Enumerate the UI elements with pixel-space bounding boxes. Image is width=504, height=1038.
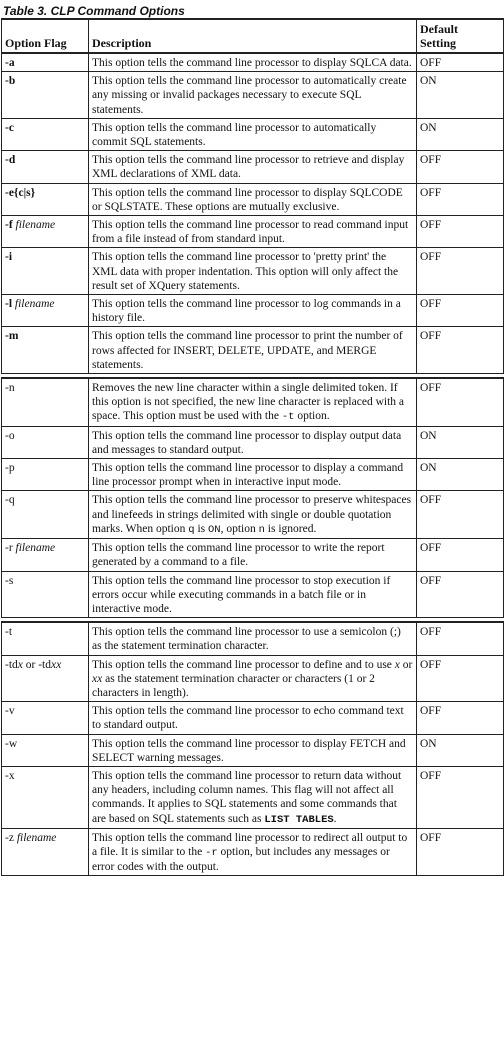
default-setting: OFF	[417, 571, 504, 618]
option-flag: -z filename	[2, 828, 89, 876]
option-flag: -f filename	[2, 216, 89, 248]
option-description: This option tells the command line processor to retrieve and display XML declarations of XML data.	[89, 151, 417, 183]
table-row	[2, 53, 504, 72]
option-description: This option tells the command line processor to redirect all output to a file. It is similar to the -r option, but includes any messages or error codes with the output.	[89, 828, 417, 876]
default-setting: OFF	[417, 248, 504, 295]
option-description: This option tells the command line processor to display SQLCODE or SQLSTATE. These options are mutually exclusive.	[89, 183, 417, 215]
option-flag: -n	[2, 378, 89, 426]
option-description: This option tells the command line processor to define and to use x or xx as the statement termination character or characters (1 or 2 characters in length).	[89, 655, 417, 702]
default-setting: OFF	[417, 655, 504, 702]
option-flag: -q	[2, 491, 89, 539]
option-description: This option tells the command line processor to automatically create any missing or invalid packages necessary to execute SQL statements.	[89, 72, 417, 119]
table-row	[2, 734, 504, 766]
table-row	[2, 327, 504, 374]
default-setting: ON	[417, 459, 504, 491]
header-option-flag: Option Flag	[2, 19, 89, 53]
table-row	[2, 216, 504, 248]
table-row	[2, 426, 504, 458]
table-row	[2, 491, 504, 539]
option-flag-argument: filename	[15, 219, 56, 232]
header-description: Description	[89, 19, 417, 53]
option-flag: -v	[2, 702, 89, 734]
option-flag: -m	[2, 327, 89, 374]
default-setting: OFF	[417, 183, 504, 215]
option-description: This option tells the command line processor to return data without any headers, including column names. This flag will not affect all commands. It applies to SQL statements and some commands that are based on SQL statements such as LIST TABLES.	[89, 766, 417, 828]
option-flag: -d	[2, 151, 89, 183]
table-row	[2, 295, 504, 327]
option-flag-argument: filename	[16, 831, 57, 844]
table-row	[2, 72, 504, 119]
table-row	[2, 828, 504, 876]
option-description: This option tells the command line processor to stop execution if errors occur while executing commands in a batch file or in interactive mode.	[89, 571, 417, 618]
option-description: Removes the new line character within a single delimited token. If this option is not specified, the new line character is replaced with a space. This option must be used with the -t option.	[89, 378, 417, 426]
option-flag-argument: filename	[14, 298, 55, 311]
option-description: This option tells the command line processor to log commands in a history file.	[89, 295, 417, 327]
table-row	[2, 378, 504, 426]
option-flag: -s	[2, 571, 89, 618]
header-default-setting: Default Setting	[417, 19, 504, 53]
default-setting: OFF	[417, 491, 504, 539]
option-flag: -t	[2, 622, 89, 655]
header-row	[2, 19, 504, 53]
table-row	[2, 248, 504, 295]
default-setting: ON	[417, 734, 504, 766]
option-description: This option tells the command line processor to display FETCH and SELECT warning messages.	[89, 734, 417, 766]
options-table-part-3	[1, 621, 503, 876]
default-setting: OFF	[417, 622, 504, 655]
default-setting: OFF	[417, 378, 504, 426]
option-description: This option tells the command line processor to print the number of rows affected for INSERT, DELETE, UPDATE, and MERGE statements.	[89, 327, 417, 374]
table-row	[2, 459, 504, 491]
table-row	[2, 183, 504, 215]
inline-code: ON	[207, 523, 221, 536]
option-description: This option tells the command line processor to use a semicolon (;) as the statement termination character.	[89, 622, 417, 655]
option-description: This option tells the command line processor to display SQLCA data.	[89, 53, 417, 72]
table-row	[2, 655, 504, 702]
default-setting: OFF	[417, 702, 504, 734]
inline-code: -r	[205, 846, 218, 859]
option-description: This option tells the command line processor to 'pretty print' the XML data with proper indentation. This option will only affect the result set of XQuery statements.	[89, 248, 417, 295]
option-flag: -p	[2, 459, 89, 491]
option-description: This option tells the command line processor to preserve whitespaces and linefeeds in strings delimited with single or double quotation marks. When option q is ON, option n is ignored.	[89, 491, 417, 539]
option-flag: -l filename	[2, 295, 89, 327]
option-flag-argument: filename	[15, 542, 56, 555]
option-description: This option tells the command line processor to display a command line processor prompt when in interactive input mode.	[89, 459, 417, 491]
default-setting: OFF	[417, 295, 504, 327]
default-setting: OFF	[417, 539, 504, 571]
option-description: This option tells the command line processor to display output data and messages to standard output.	[89, 426, 417, 458]
table-row	[2, 539, 504, 571]
default-setting: ON	[417, 118, 504, 150]
inline-code: -t	[281, 411, 295, 424]
table-row	[2, 571, 504, 618]
table-row	[2, 766, 504, 828]
options-table-part-2	[1, 377, 503, 618]
option-flag: -o	[2, 426, 89, 458]
option-flag: -b	[2, 72, 89, 119]
table-row	[2, 702, 504, 734]
option-flag: -w	[2, 734, 89, 766]
default-setting: OFF	[417, 216, 504, 248]
default-setting: ON	[417, 426, 504, 458]
table-row	[2, 151, 504, 183]
table-caption: Table 3. CLP Command Options	[3, 4, 185, 18]
option-description: This option tells the command line processor to write the report generated by a command to a file.	[89, 539, 417, 571]
inline-code: q	[188, 523, 195, 536]
default-setting: OFF	[417, 53, 504, 72]
default-setting: OFF	[417, 766, 504, 828]
options-table-part-1	[1, 18, 503, 374]
default-setting: ON	[417, 72, 504, 119]
default-setting: OFF	[417, 151, 504, 183]
option-flag: -x	[2, 766, 89, 828]
option-flag: -i	[2, 248, 89, 295]
default-setting: OFF	[417, 828, 504, 876]
inline-code: n	[258, 523, 265, 536]
option-flag: -tdx or -tdxx	[2, 655, 89, 702]
option-flag: -c	[2, 118, 89, 150]
table-row	[2, 622, 504, 655]
default-setting: OFF	[417, 327, 504, 374]
option-flag: -a	[2, 53, 89, 72]
option-flag: -r filename	[2, 539, 89, 571]
option-flag: -e{c|s}	[2, 183, 89, 215]
inline-code: LIST TABLES	[264, 813, 334, 826]
option-description: This option tells the command line processor to echo command text to standard output.	[89, 702, 417, 734]
option-description: This option tells the command line processor to read command input from a file instead of from standard input.	[89, 216, 417, 248]
option-description: This option tells the command line processor to automatically commit SQL statements.	[89, 118, 417, 150]
table-row	[2, 118, 504, 150]
